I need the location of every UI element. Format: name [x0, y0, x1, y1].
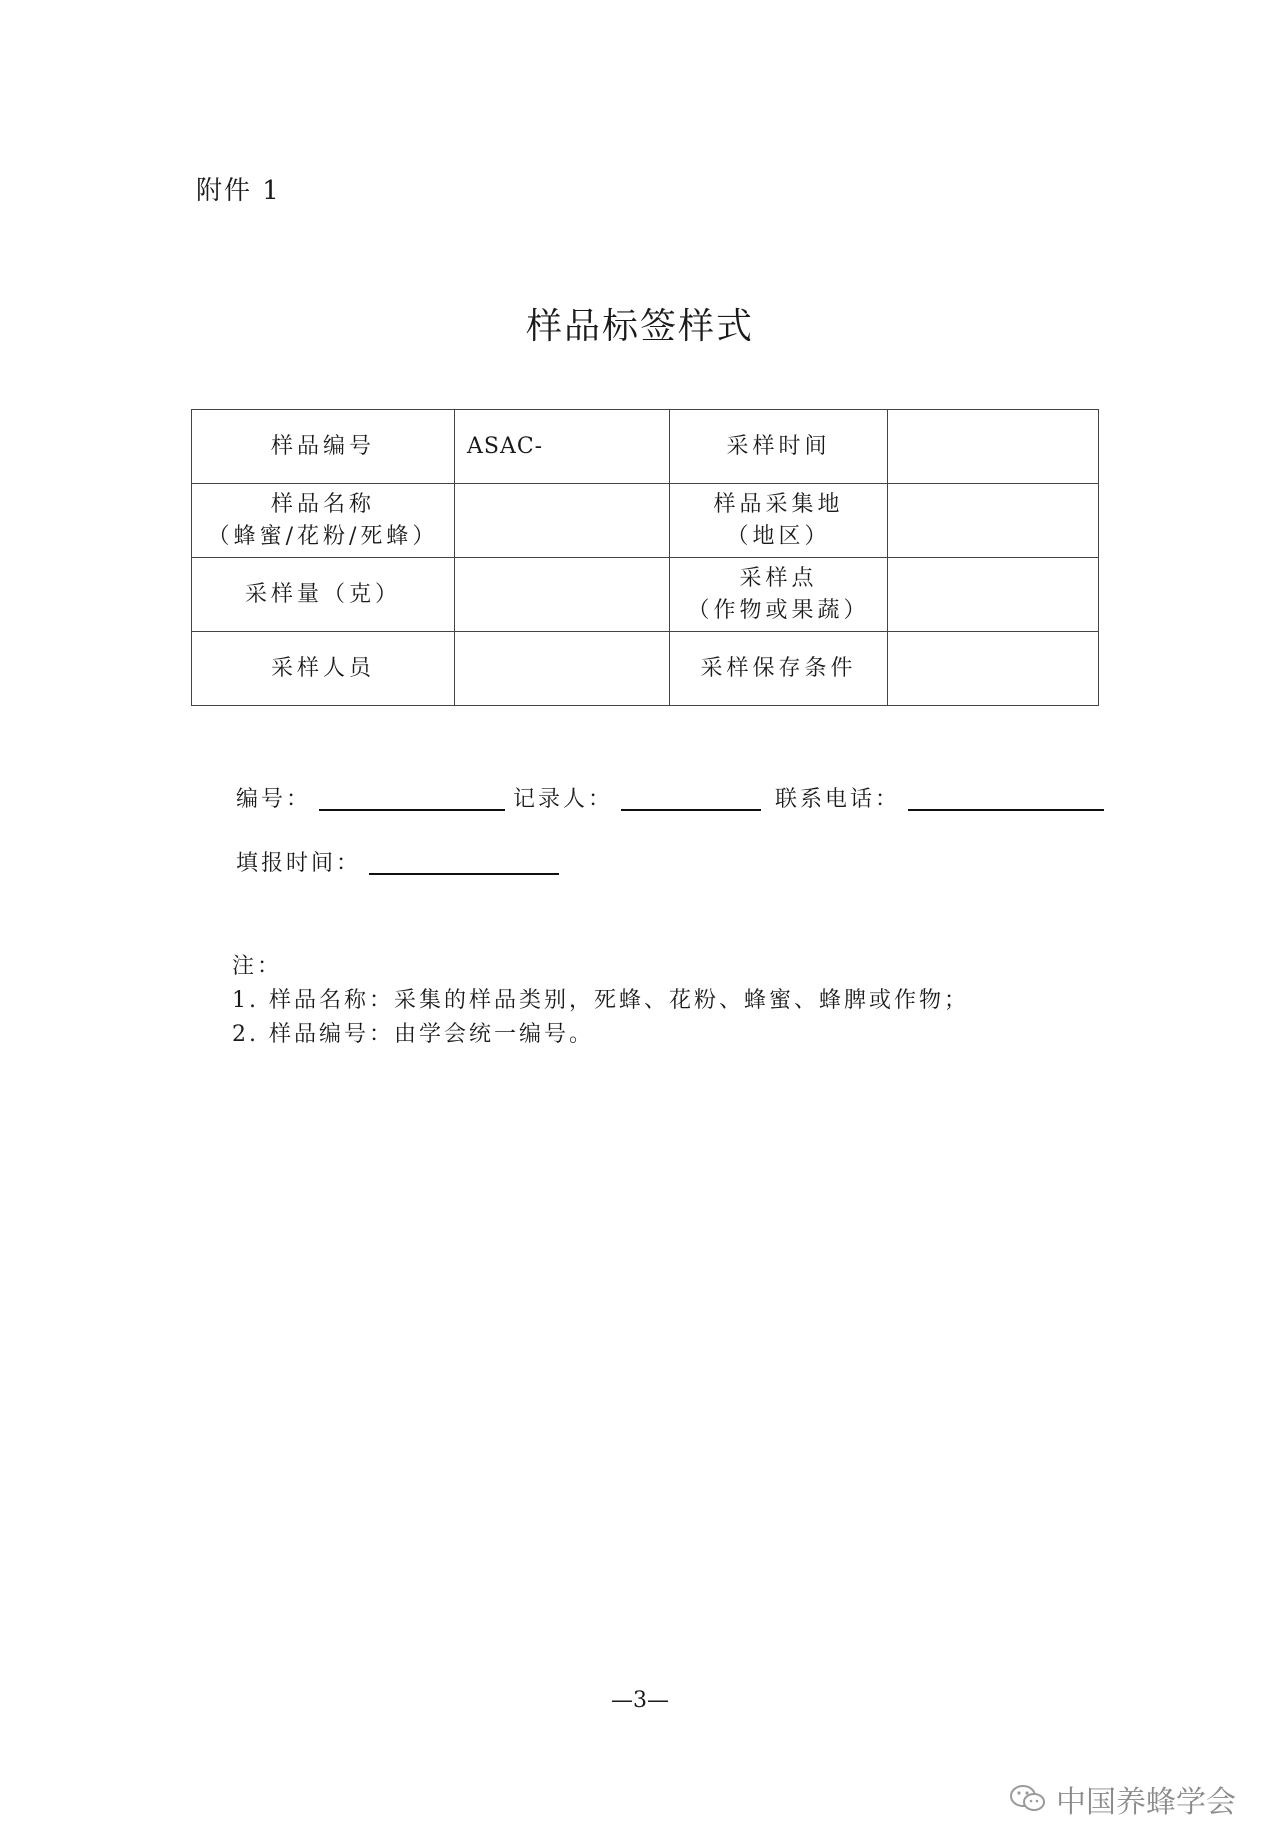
table-value-cell[interactable]	[888, 484, 1099, 558]
report-time-row	[236, 846, 567, 877]
table-label-cell: 样品编号	[192, 410, 455, 484]
table-label-cell: 采样点 （作物或果蔬）	[670, 558, 888, 632]
phone-blank[interactable]	[908, 787, 1104, 811]
report-time-blank[interactable]	[369, 851, 559, 875]
watermark-text: 中国养蜂学会	[1056, 1785, 1236, 1820]
wechat-icon	[1008, 1783, 1048, 1815]
page-number: —3—	[611, 1688, 669, 1713]
report-time-label: 填报时间：	[236, 851, 362, 876]
note-item: 2. 样品编号：由学会统一编号。	[232, 1022, 594, 1047]
table-value-cell[interactable]	[888, 558, 1099, 632]
phone-label: 联系电话：	[775, 787, 901, 812]
table-value-cell[interactable]	[888, 410, 1099, 484]
sample-label-table	[191, 409, 1099, 706]
table-value-cell[interactable]	[455, 558, 670, 632]
watermark	[1008, 1777, 1236, 1821]
notes-section	[232, 950, 969, 1052]
table-label-cell: 样品名称 （蜂蜜/花粉/死蜂）	[192, 484, 455, 558]
recorder-blank[interactable]	[621, 787, 761, 811]
table-value-cell[interactable]	[888, 632, 1099, 706]
note-item: 1. 样品名称：采集的样品类别，死蜂、花粉、蜂蜜、蜂脾或作物；	[232, 988, 969, 1013]
table-value-cell[interactable]: ASAC-	[455, 410, 670, 484]
table-label-cell: 采样量（克）	[192, 558, 455, 632]
table-label-cell: 采样保存条件	[670, 632, 888, 706]
attachment-label: 附件 1	[196, 176, 281, 206]
page-title: 样品标签样式	[525, 306, 754, 347]
notes-heading: 注：	[232, 954, 283, 979]
table-row	[192, 484, 1099, 558]
table-row	[192, 632, 1099, 706]
table-label-cell: 样品采集地 （地区）	[670, 484, 888, 558]
recorder-label: 记录人：	[513, 787, 614, 812]
table-row	[192, 558, 1099, 632]
number-blank[interactable]	[319, 787, 505, 811]
table-row	[192, 410, 1099, 484]
contact-fields-row	[236, 782, 1112, 813]
table-value-cell[interactable]	[455, 484, 670, 558]
table-label-cell: 采样时间	[670, 410, 888, 484]
table-label-cell: 采样人员	[192, 632, 455, 706]
table-value-cell[interactable]	[455, 632, 670, 706]
number-label: 编号：	[236, 787, 312, 812]
